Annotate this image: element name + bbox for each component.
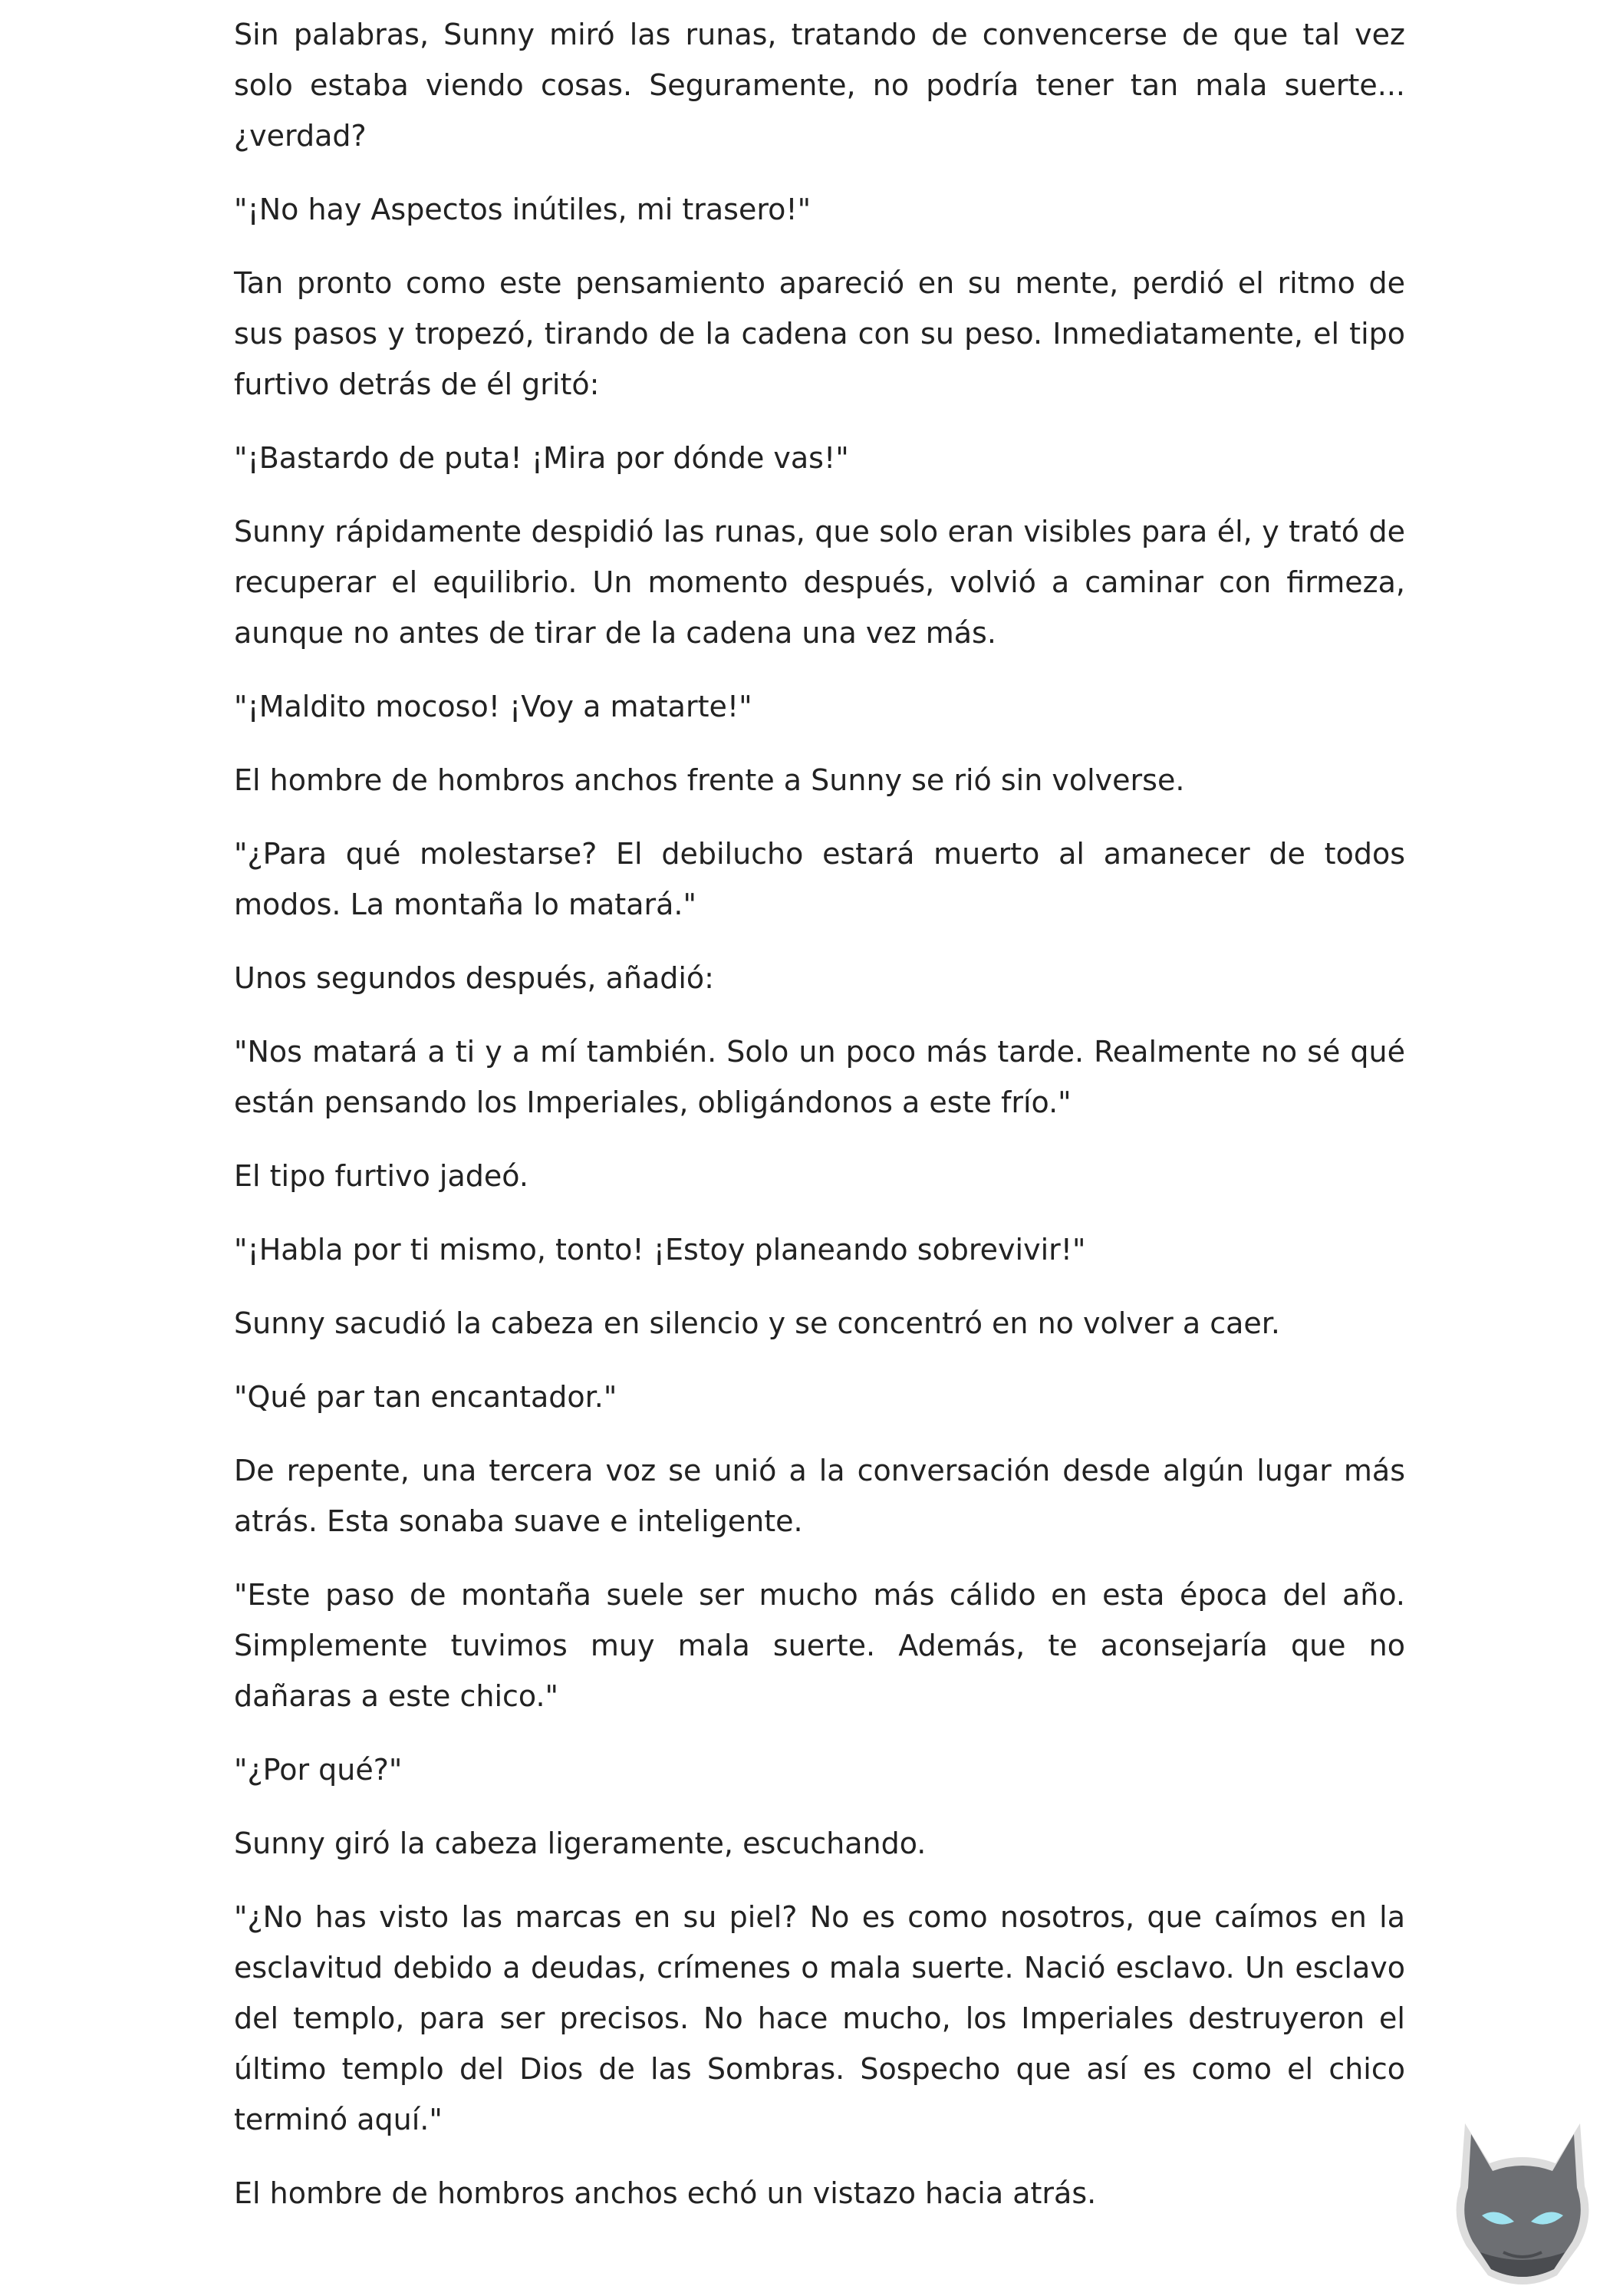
- paragraph: Sunny giró la cabeza ligeramente, escuchando.: [234, 1827, 927, 1860]
- document-page: [234, 9, 1405, 2242]
- paragraph: Unos segundos después, añadió:: [234, 961, 714, 995]
- paragraph: El tipo furtivo jadeó.: [234, 1159, 528, 1193]
- paragraph: El hombre de hombros anchos frente a Sunny se rió sin volverse.: [234, 763, 1185, 797]
- paragraph: De repente, una tercera voz se unió a la conversación desde algún lugar más atrás. Esta sonaba suave e inteligente.: [234, 1454, 1405, 1538]
- paragraph: Sunny sacudió la cabeza en silencio y se concentró en no volver a caer.: [234, 1306, 1280, 1340]
- paragraph: "Este paso de montaña suele ser mucho más cálido en esta época del año. Simplemente tuvimos muy mala suerte. Además, te aconsejaría que no dañaras a este chico.": [234, 1578, 1405, 1713]
- paragraph: "¡No hay Aspectos inútiles, mi trasero!": [234, 193, 812, 226]
- paragraph: "¡Maldito mocoso! ¡Voy a matarte!": [234, 690, 752, 723]
- paragraph: "¡Bastardo de puta! ¡Mira por dónde vas!": [234, 441, 849, 475]
- paragraph: "Nos matará a ti y a mí también. Solo un poco más tarde. Realmente no sé qué están pensando los Imperiales, obligándonos a este frío.": [234, 1035, 1405, 1119]
- demon-head-watermark-icon: [1442, 2117, 1603, 2290]
- paragraph: Tan pronto como este pensamiento apareció en su mente, perdió el ritmo de sus pasos y tropezó, tirando de la cadena con su peso. Inmediatamente, el tipo furtivo detrás de él gritó:: [234, 266, 1405, 401]
- paragraph: El hombre de hombros anchos echó un vistazo hacia atrás.: [234, 2176, 1097, 2210]
- paragraph: "¡Habla por ti mismo, tonto! ¡Estoy planeando sobrevivir!": [234, 1233, 1086, 1267]
- paragraph: Sunny rápidamente despidió las runas, que solo eran visibles para él, y trató de recuperar el equilibrio. Un momento después, volvió a caminar con firmeza, aunque no antes de tirar de la cadena una vez más.: [234, 515, 1405, 650]
- paragraph: "Qué par tan encantador.": [234, 1380, 617, 1414]
- paragraph: "¿No has visto las marcas en su piel? No es como nosotros, que caímos en la esclavitud debido a deudas, crímenes o mala suerte. Nació esclavo. Un esclavo del templo, para ser precisos. No hace mucho, los Imperiales destruyeron el último templo del Dios de las Sombras. Sospecho que así es como el chico terminó aquí.": [234, 1900, 1405, 2136]
- paragraph: "¿Por qué?": [234, 1753, 403, 1787]
- paragraph: Sin palabras, Sunny miró las runas, tratando de convencerse de que tal vez solo estaba viendo cosas. Seguramente, no podría tener tan mala suerte... ¿verdad?: [234, 18, 1405, 153]
- paragraph: "¿Para qué molestarse? El debilucho estará muerto al amanecer de todos modos. La montaña lo matará.": [234, 837, 1405, 921]
